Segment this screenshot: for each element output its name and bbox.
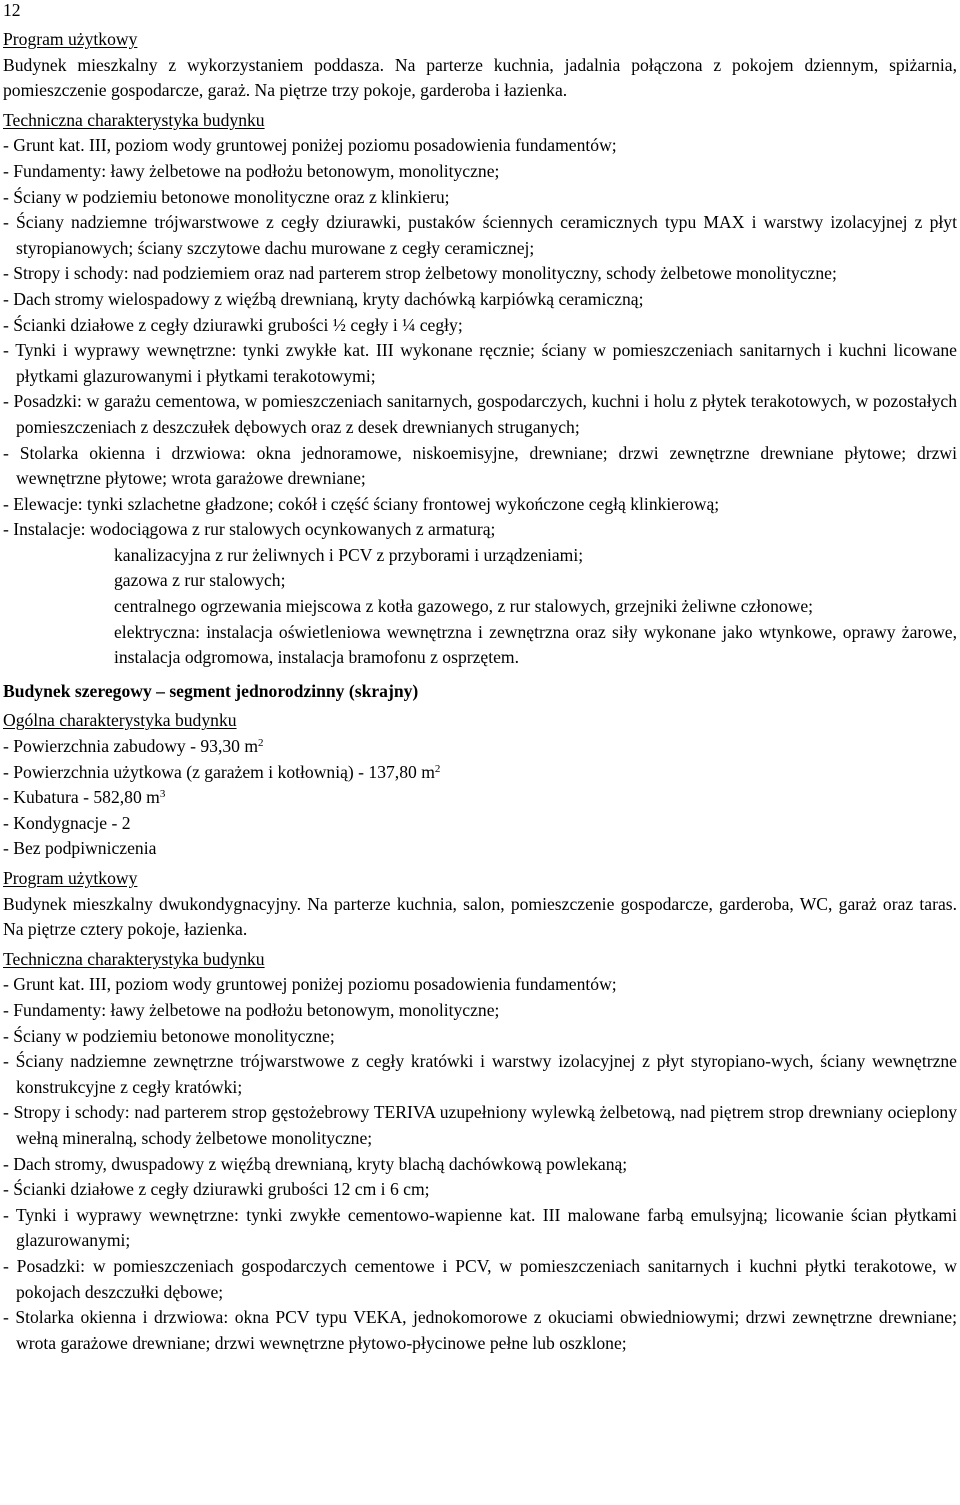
tech-item-partitions: - Ścianki działowe z cegły dziurawki grubości ½ cegły i ¼ cegły; [3, 314, 463, 335]
tech2-item-joinery: - Stolarka okienna i drzwiowa: okna PCV typu VEKA, jednokomorowe z okuciami obwiedniowymi; drzwi zewnętrzne drewniane; wrota garażowe drewniane; drzwi wewnętrzne płytowo-płycinowe pełne lub oszklone; [3, 1307, 957, 1353]
installation-heating: centralnego ogrzewania miejscowa z kotła gazowego, z rur stalowych, grzejniki żeliwne członowe; [114, 596, 814, 617]
installation-gas: gazowa z rur stalowych; [114, 570, 286, 591]
tech2-item-plaster: - Tynki i wyprawy wewnętrzne: tynki zwykłe cementowo-wapienne kat. III malowane farbą emulsyjną; licowanie ścian płytkami glazurowanymi; [3, 1204, 957, 1251]
tech2-item-roof: - Dach stromy, dwuspadowy z więźbą drewnianą, kryty blachą dachówkową powlekaną; [3, 1153, 628, 1174]
tech-item-joinery: - Stolarka okienna i drzwiowa: okna jednoramowe, niskoemisyjne, drewniane; drzwi zewnętrzne drewniane płytowe; drzwi wewnętrzne płytowe; wrota garażowe drewniane; [3, 442, 957, 489]
tech-item-walls: - Ściany nadziemne trójwarstwowe z cegły dziurawki, pustaków ściennych ceramicznych typu MAX i warstwy izolacyjnej z płyt styropianowych; ściany szczytowe dachu murowane z cegły ceramicznej; [3, 212, 957, 258]
installation-electrical: elektryczna: instalacja oświetleniowa wewnętrzna i zewnętrzna oraz siły wykonane jako wtynkowe, oprawy żarowe, instalacja odgromowa, instalacja bramofonu z osprzętem. [114, 621, 957, 668]
section1-program-heading: Program użytkowy [3, 29, 138, 49]
section1-tech-heading: Techniczna charakterystyka budynku [3, 109, 265, 130]
section1-program-text: Budynek mieszkalny z wykorzystaniem poddasza. Na parterze kuchnia, jadalnia połączona z pokojem dziennym, spiżarnia, pomieszczenie gospodarcze, garaż. Na piętrze trzy pokoje, garderoba i łazienka. [3, 54, 957, 101]
tech2-item-ground: - Grunt kat. III, poziom wody gruntowej poniżej poziomu posadowienia fundamentów; [3, 974, 617, 995]
section2-tech-list [3, 972, 957, 1356]
tech-item-floors: - Posadzki: w garażu cementowa, w pomieszczeniach sanitarnych, gospodarczych, kuchni i holu z płytek terakotowych, w pozostałych pomieszczeniach z deszczułek dębowych oraz z desek drewnianych struganych; [3, 391, 957, 437]
tech2-item-floors: - Posadzki: w pomieszczeniach gospodarczych cementowe i PCV, w pomieszczeniach sanitarnych i kuchni płytki terakotowe, w pokojach deszczułki dębowe; [3, 1255, 957, 1302]
tech-item-foundations: - Fundamenty: ławy żelbetowe na podłożu betonowym, monolityczne; [3, 160, 500, 181]
section2-title: Budynek szeregowy ‒ segment jednorodzinny (skrajny) [3, 680, 419, 701]
tech-item-ceilings-stairs: - Stropy i schody: nad podziemiem oraz nad parterem strop żelbetowy monolityczny, schody żelbetowe monolityczne; [3, 263, 837, 284]
section1-tech-list [3, 133, 957, 670]
general-basement: - Bez podpiwniczenia [3, 838, 157, 859]
section2-program-text: Budynek mieszkalny dwukondygnacyjny. Na parterze kuchnia, salon, pomieszczenie gospodarcze, garderoba, WC, garaż oraz taras. Na piętrze cztery pokoje, łazienka. [3, 893, 957, 940]
section2-general-heading: Ogólna charakterystyka budynku [3, 710, 237, 731]
tech2-item-ceilings-stairs: - Stropy i schody: nad parterem strop gęstożebrowy TERIVA uzupełniony wylewką żelbetową, nad piętrem strop drewniany ocieplony wełną mineralną, schody żelbetowe monolityczne; [3, 1102, 957, 1148]
page-number: 12 [3, 0, 21, 20]
tech-item-roof: - Dach stromy wielospadowy z więźbą drewnianą, kryty dachówką karpiówką ceramiczną; [3, 288, 644, 309]
general-volume: - Kubatura - 582,80 $m^3$ [3, 787, 166, 808]
tech2-item-partitions: - Ścianki działowe z cegły dziurawki grubości 12 cm i 6 cm; [3, 1179, 430, 1200]
tech-item-basement-walls: - Ściany w podziemiu betonowe monolityczne oraz z klinkieru; [3, 186, 450, 207]
section2-tech-heading: Techniczna charakterystyka budynku [3, 948, 265, 969]
general-area-usable: - Powierzchnia użytkowa (z garażem i kotłownią) - 137,80 $m^2$ [3, 761, 441, 782]
tech-item-installations: - Instalacje: wodociągowa z rur stalowych ocynkowanych z armaturą; [3, 519, 496, 540]
general-area-built: - Powierzchnia zabudowy - 93,30 $m^2$ [3, 736, 264, 757]
general-storeys: - Kondygnacje - 2 [3, 812, 131, 833]
tech2-item-basement-walls: - Ściany w podziemiu betonowe monolityczne; [3, 1025, 335, 1046]
tech2-item-foundations: - Fundamenty: ławy żelbetowe na podłożu betonowym, monolityczne; [3, 999, 500, 1020]
tech-item-plaster: - Tynki i wyprawy wewnętrzne: tynki zwykłe kat. III wykonane ręcznie; ściany w pomieszczeniach sanitarnych i kuchni licowane płytkami glazurowanymi i płytkami terakotowymi; [3, 340, 957, 386]
section2-general-list [3, 734, 957, 862]
tech2-item-walls: - Ściany nadziemne zewnętrzne trójwarstwowe z cegły kratówki i warstwy izolacyjnej z płyt styropiano-wych, ściany wewnętrzne konstrukcyjne z cegły kratówki; [3, 1051, 957, 1097]
section2-program-heading: Program użytkowy [3, 868, 138, 888]
tech-item-ground: - Grunt kat. III, poziom wody gruntowej poniżej poziomu posadowienia fundamentów; [3, 135, 617, 156]
installation-sewage: kanalizacyjna z rur żeliwnych i PCV z przyborami i urządzeniami; [114, 544, 584, 565]
document-page [3, 0, 957, 1356]
tech-item-facades: - Elewacje: tynki szlachetne gładzone; cokół i część ściany frontowej wykończone cegłą klinkierową; [3, 493, 720, 514]
